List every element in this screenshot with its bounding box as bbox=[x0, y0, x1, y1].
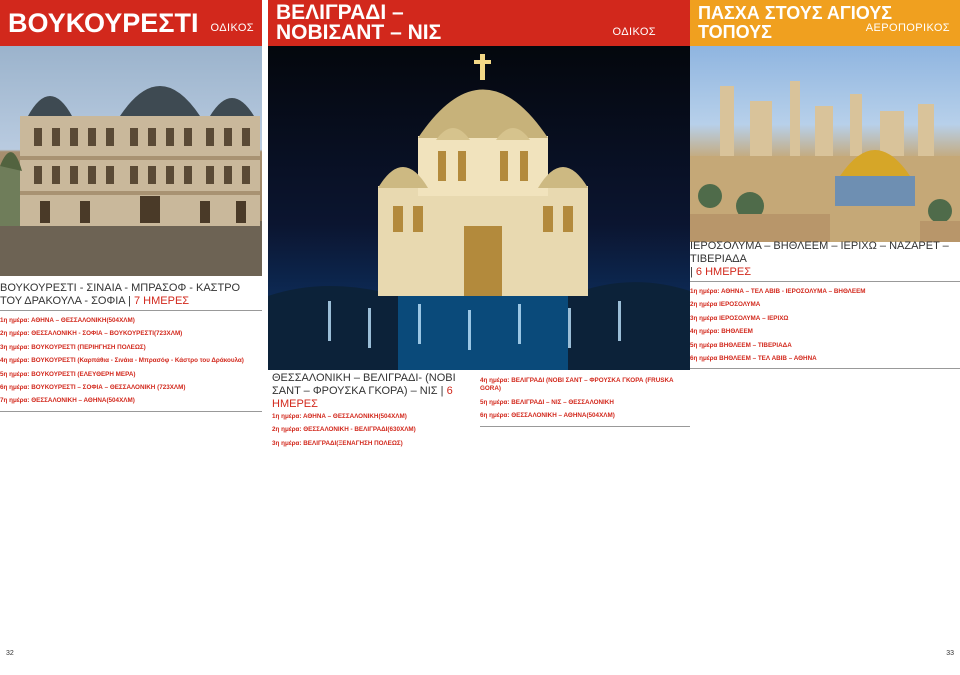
jerusalem-dome-photo bbox=[690, 46, 960, 242]
divider bbox=[690, 281, 960, 282]
itinerary-day bbox=[690, 355, 960, 363]
itinerary-day bbox=[690, 301, 960, 309]
itinerary-day bbox=[690, 342, 960, 350]
itinerary-day bbox=[0, 344, 262, 352]
itinerary-day bbox=[0, 317, 262, 325]
day-title: 1η ημέρα: ΑΘΗΝΑ – ΘΕΣΣΑΛΟΝΙΚΗ(504ΧΛΜ) bbox=[0, 317, 135, 324]
header-band-holy-land bbox=[690, 0, 960, 46]
divider bbox=[690, 368, 960, 369]
itinerary-day bbox=[480, 399, 690, 407]
bucharest-itinerary bbox=[0, 282, 262, 418]
day-title: 2η ημέρα ΙΕΡΟΣΟΛΥΜΑ bbox=[690, 301, 761, 309]
divider bbox=[480, 426, 690, 427]
itinerary-day bbox=[690, 328, 960, 336]
bucharest-palace-photo bbox=[0, 46, 262, 276]
day-title: 1η ημέρα: ΑΘΗΝΑ – ΘΕΣΣΑΛΟΝΙΚΗ(504ΧΛΜ) bbox=[272, 413, 407, 420]
day-title: 4η ημέρα: ΒΕΛΙΓΡΑΔΙ (ΝΟΒΙ ΣΑΝΤ – ΦΡΟΥΣΚΑ ΓΚΟΡΑ (FRUSKA GORA) bbox=[480, 377, 674, 393]
day-title: 5η ημέρα ΒΗΘΛΕΕΜ – ΤΙΒΕΡΙΑΔΑ bbox=[690, 341, 792, 349]
day-title: 7η ημέρα: ΘΕΣΣΑΛΟΝΙΚΗ – ΑΘΗΝΑ(504ΧΛΜ) bbox=[0, 397, 135, 405]
route-days: 6 ΗΜΕΡΕΣ bbox=[695, 266, 752, 278]
itinerary-day bbox=[0, 330, 262, 338]
day-title: 6η ημέρα: ΒΟΥΚΟΥΡΕΣΤΙ – ΣΟΦΙΑ – ΘΕΣΣΑΛΟΝΙΚΗ (723ΧΛΜ) bbox=[0, 384, 186, 392]
itinerary-day bbox=[0, 397, 262, 405]
band-subtitle: ΑΕΡΟΠΟΡΙΚΟΣ bbox=[865, 22, 950, 34]
itinerary-day bbox=[0, 357, 262, 365]
day-title: 4η ημέρα: ΒΗΘΛΕΕΜ bbox=[690, 328, 753, 336]
holy-land-itinerary bbox=[690, 240, 960, 375]
day-title: 1η ημέρα: ΑΘΗΝΑ – ΤΕΛ ΑΒΙΒ - ΙΕΡΟΣΟΛΥΜΑ – ΒΗΘΛΕΕΜ bbox=[690, 288, 866, 295]
band-subtitle: ΟΔΙΚΟΣ bbox=[210, 22, 254, 34]
divider bbox=[0, 310, 262, 311]
header-band-bucharest bbox=[0, 0, 262, 46]
day-title: 5η ημέρα: ΒΟΥΚΟΥΡΕΣΤΙ (ΕΛΕΥΘΕΡΗ ΜΕΡΑ) bbox=[0, 370, 136, 378]
header-band-belgrade bbox=[268, 0, 690, 46]
itinerary-day bbox=[0, 371, 262, 379]
day-title: 6η ημέρα ΒΗΘΛΕΕΜ – ΤΕΛ ΑΒΙΒ – ΑΘΗΝΑ bbox=[690, 355, 817, 363]
itinerary-day bbox=[690, 315, 960, 323]
band-title: ΒΕΛΙΓΡΑΔΙ – ΝΟΒΙΣΑΝΤ – ΝΙΣ bbox=[276, 1, 442, 44]
route-days: 7 ΗΜΕΡΕΣ bbox=[134, 295, 190, 307]
itinerary-day bbox=[0, 384, 262, 392]
day-title: 3η ημέρα ΙΕΡΟΣΟΛΥΜΑ – ΙΕΡΙΧΩ bbox=[690, 314, 789, 322]
day-title: 6η ημέρα: ΘΕΣΣΑΛΟΝΙΚΗ – ΑΘΗΝΑ(504ΧΛΜ) bbox=[480, 412, 615, 420]
page-number: 33 bbox=[946, 650, 954, 657]
belgrade-cathedral-photo bbox=[268, 46, 690, 370]
day-title: 3η ημέρα: ΒΟΥΚΟΥΡΕΣΤΙ (ΠΕΡΙΗΓΗΣΗ ΠΟΛΕΩΣ) bbox=[0, 343, 146, 351]
page-number: 32 bbox=[6, 650, 14, 657]
day-title: 5η ημέρα: ΒΕΛΙΓΡΑΔΙ – ΝΙΣ – ΘΕΣΣΑΛΟΝΙΚΗ bbox=[480, 398, 614, 406]
itinerary-day bbox=[272, 413, 472, 421]
route-title: ΒΟΥΚΟΥΡΕΣΤΙ - ΣΙΝΑΙΑ - ΜΠΡΑΣΟΦ - ΚΑΣΤΡΟ ΤΟΥ ΔΡΑΚΟΥΛΑ - ΣΟΦΙΑ | 7 ΗΜΕΡΕΣ bbox=[0, 282, 241, 307]
divider bbox=[0, 411, 262, 412]
itinerary-day bbox=[690, 288, 960, 296]
day-title: 2η ημέρα: ΘΕΣΣΑΛΟΝΙΚΗ - ΣΟΦΙΑ – ΒΟΥΚΟΥΡΕΣΤΙ(723ΧΛΜ) bbox=[0, 330, 183, 338]
route-days: 6 ΗΜΕΡΕΣ bbox=[272, 385, 453, 410]
itinerary-day bbox=[272, 440, 472, 448]
band-title: ΒΟΥΚΟΥΡΕΣΤΙ bbox=[8, 8, 199, 38]
band-title: ΠΑΣΧΑ ΣΤΟΥΣ ΑΓΙΟΥΣ ΤΟΠΟΥΣ bbox=[698, 3, 893, 42]
itinerary-day bbox=[480, 377, 690, 394]
itinerary-day bbox=[480, 412, 690, 420]
day-title: 3η ημέρα: ΒΕΛΙΓΡΑΔΙ(ΞΕΝΑΓΗΣΗ ΠΟΛΕΩΣ) bbox=[272, 439, 403, 447]
route-title: ΙΕΡΟΣΟΛΥΜΑ – ΒΗΘΛΕΕΜ – ΙΕΡΙΧΩ – ΝΑΖΑΡΕΤ – ΤΙΒΕΡΙΑΔΑ | 6 ΗΜΕΡΕΣ bbox=[690, 240, 949, 278]
itinerary-day bbox=[272, 426, 472, 434]
route-title: ΘΕΣΣΑΛΟΝΙΚΗ – ΒΕΛΙΓΡΑΔΙ- (ΝΟΒΙ ΣΑΝΤ – ΦΡΟΥΣΚΑ ΓΚΟΡΑ) – ΝΙΣ | 6 ΗΜΕΡΕΣ bbox=[272, 372, 456, 410]
day-title: 4η ημέρα: ΒΟΥΚΟΥΡΕΣΤΙ (Καρπάθια - Σινάια - Μπρασόφ - Κάστρο του Δράκουλα) bbox=[0, 357, 244, 365]
band-subtitle: ΟΔΙΚΟΣ bbox=[612, 26, 656, 38]
day-title: 2η ημέρα: ΘΕΣΣΑΛΟΝΙΚΗ - ΒΕΛΙΓΡΑΔΙ(630ΧΛΜ) bbox=[272, 426, 416, 434]
